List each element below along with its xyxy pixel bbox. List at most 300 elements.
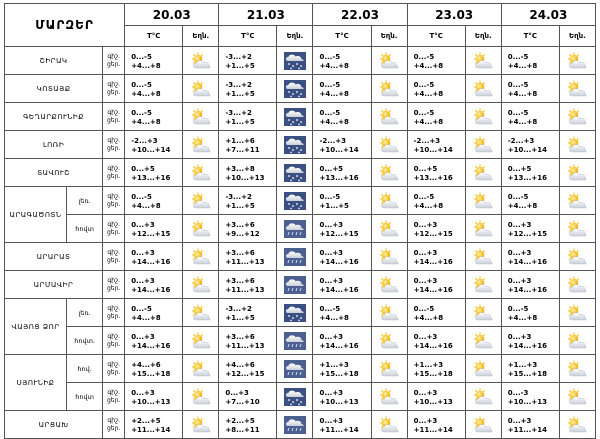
night-temperature: 0...-3 bbox=[507, 388, 529, 397]
night-label: գիշ. bbox=[107, 220, 120, 228]
night-temperature: 0...+5 bbox=[507, 164, 532, 173]
day-temperature: +1...+5 bbox=[225, 201, 255, 210]
night-temperature: 0...+3 bbox=[131, 276, 155, 285]
snow-cloud-icon bbox=[277, 159, 313, 187]
sun-cloud-icon bbox=[465, 383, 501, 411]
sun-cloud-icon bbox=[559, 215, 595, 243]
night-temperature: 0...-5 bbox=[507, 52, 529, 61]
snow-cloud-icon bbox=[277, 75, 313, 103]
temperature-cell bbox=[407, 299, 465, 327]
region-name: ԱՐԱՐԱՏ bbox=[5, 243, 103, 271]
sun-cloud-icon bbox=[183, 383, 219, 411]
night-temperature: +3...+6 bbox=[225, 220, 255, 229]
day-temperature: +14...+16 bbox=[131, 257, 171, 266]
day-temperature: +12...+15 bbox=[131, 229, 171, 238]
temperature-cell bbox=[407, 411, 465, 439]
night-label: գիշ. bbox=[107, 416, 120, 424]
sun-cloud-icon bbox=[183, 159, 219, 187]
day-temperature: +11...+14 bbox=[131, 425, 171, 434]
night-temperature: 0...+3 bbox=[507, 332, 532, 341]
day-temperature: +4...+8 bbox=[413, 313, 444, 322]
temperature-cell bbox=[125, 327, 183, 355]
sun-cloud-icon bbox=[465, 243, 501, 271]
night-temperature: 0...-5 bbox=[319, 304, 341, 313]
temperature-cell bbox=[313, 47, 371, 75]
time-of-day-labels bbox=[103, 75, 125, 103]
snow-cloud-icon bbox=[277, 187, 313, 215]
sun-cloud-icon bbox=[183, 411, 219, 439]
temperature-cell bbox=[219, 75, 277, 103]
temperature-cell bbox=[313, 215, 371, 243]
day-temperature: +11...+14 bbox=[319, 425, 359, 434]
forecast-row bbox=[5, 187, 596, 215]
temperature-cell bbox=[313, 411, 371, 439]
temperature-cell bbox=[219, 411, 277, 439]
sun-cloud-icon bbox=[371, 355, 407, 383]
day-temperature: +15...+18 bbox=[507, 369, 547, 378]
day-temperature: +4...+8 bbox=[131, 89, 161, 98]
night-temperature: +3...+6 bbox=[225, 248, 255, 257]
snow-cloud-icon bbox=[277, 299, 313, 327]
sun-cloud-icon bbox=[183, 131, 219, 159]
snow-cloud-icon bbox=[277, 131, 313, 159]
sun-cloud-icon bbox=[183, 271, 219, 299]
sun-cloud-icon bbox=[371, 131, 407, 159]
subregion-label: լեռ. bbox=[67, 299, 103, 327]
time-of-day-labels bbox=[103, 47, 125, 75]
day-temperature: +4...+8 bbox=[319, 61, 349, 70]
temp-col-header: T°C bbox=[125, 26, 183, 47]
day-temperature: +7...+10 bbox=[225, 397, 260, 406]
night-temperature: 0...+3 bbox=[131, 248, 155, 257]
region-name: ԳԵՂԱՐՔՈՒՆԻՔ bbox=[5, 103, 103, 131]
sun-cloud-icon bbox=[183, 47, 219, 75]
temperature-cell bbox=[313, 103, 371, 131]
day-temperature: +11...+13 bbox=[225, 257, 265, 266]
forecast-row bbox=[5, 383, 596, 411]
subregion-label: հովտ bbox=[67, 383, 103, 411]
day-temperature: +1...+5 bbox=[225, 313, 255, 322]
day-temperature: +4...+8 bbox=[319, 117, 349, 126]
date-header: 20.03 bbox=[125, 4, 219, 26]
time-of-day-labels bbox=[103, 327, 125, 355]
temperature-cell bbox=[407, 355, 465, 383]
temperature-cell bbox=[313, 383, 371, 411]
night-label: գիշ. bbox=[107, 332, 120, 340]
temperature-cell bbox=[313, 75, 371, 103]
time-of-day-labels bbox=[103, 411, 125, 439]
day-temperature: +4...+8 bbox=[319, 89, 349, 98]
temp-col-header: T°C bbox=[501, 26, 559, 47]
night-label: գիշ. bbox=[107, 276, 120, 284]
day-temperature: +14...+16 bbox=[319, 285, 359, 294]
day-temperature: +1...+5 bbox=[225, 89, 255, 98]
night-temperature: 0...-5 bbox=[319, 52, 341, 61]
night-temperature: 0...+5 bbox=[413, 164, 438, 173]
night-temperature: -2...+3 bbox=[319, 136, 346, 145]
day-temperature: +4...+8 bbox=[507, 201, 538, 210]
day-temperature: +15...+18 bbox=[319, 369, 359, 378]
day-temperature: +14...+16 bbox=[507, 257, 547, 266]
sun-cloud-icon bbox=[371, 187, 407, 215]
night-temperature: 0...+3 bbox=[131, 388, 155, 397]
region-name: ՍՅՈՒՆԻՔ bbox=[5, 355, 67, 411]
day-temperature: +14...+16 bbox=[131, 285, 171, 294]
temperature-cell bbox=[407, 271, 465, 299]
night-temperature: +1...+3 bbox=[507, 360, 538, 369]
day-temperature: +10...+14 bbox=[413, 145, 453, 154]
temperature-cell bbox=[313, 131, 371, 159]
night-temperature: +1...+3 bbox=[319, 360, 349, 369]
temperature-cell bbox=[501, 243, 559, 271]
temperature-cell bbox=[125, 131, 183, 159]
sun-cloud-icon bbox=[371, 271, 407, 299]
day-label: ցեր. bbox=[107, 88, 121, 96]
night-temperature: 0...-5 bbox=[507, 80, 529, 89]
temperature-cell bbox=[125, 103, 183, 131]
weather-col-header: Եղն. bbox=[277, 26, 313, 47]
night-temperature: 0...+3 bbox=[413, 220, 438, 229]
night-temperature: -2...+3 bbox=[507, 136, 535, 145]
date-header: 22.03 bbox=[313, 4, 407, 26]
temperature-cell bbox=[313, 327, 371, 355]
sun-cloud-icon bbox=[371, 299, 407, 327]
day-temperature: +4...+8 bbox=[507, 89, 538, 98]
day-temperature: +14...+16 bbox=[319, 257, 359, 266]
weather-col-header: Եղն. bbox=[559, 26, 595, 47]
night-temperature: 0...-5 bbox=[131, 192, 152, 201]
time-of-day-labels bbox=[103, 103, 125, 131]
sun-cloud-icon bbox=[559, 47, 595, 75]
temperature-cell bbox=[125, 383, 183, 411]
forecast-row bbox=[5, 215, 596, 243]
time-of-day-labels bbox=[103, 355, 125, 383]
day-temperature: +13...+16 bbox=[413, 173, 453, 182]
day-temperature: +12...+15 bbox=[413, 229, 453, 238]
sun-cloud-icon bbox=[371, 103, 407, 131]
sun-cloud-icon bbox=[465, 159, 501, 187]
sun-cloud-icon bbox=[183, 187, 219, 215]
day-temperature: +12...+15 bbox=[319, 229, 359, 238]
temperature-cell bbox=[501, 355, 559, 383]
night-temperature: +1...+3 bbox=[413, 360, 444, 369]
night-label: գիշ. bbox=[107, 304, 120, 312]
subregion-label: հովտ bbox=[67, 215, 103, 243]
day-temperature: +4...+8 bbox=[507, 313, 538, 322]
night-temperature: 0...+3 bbox=[131, 220, 155, 229]
day-temperature: +14...+16 bbox=[319, 341, 359, 350]
day-temperature: +10...+13 bbox=[319, 397, 359, 406]
day-label: ցեր. bbox=[107, 200, 121, 208]
night-temperature: 0...+3 bbox=[319, 388, 344, 397]
night-temperature: 0...+3 bbox=[319, 248, 344, 257]
temperature-cell bbox=[407, 215, 465, 243]
night-temperature: 0...-5 bbox=[131, 80, 152, 89]
day-temperature: +10...+14 bbox=[319, 145, 359, 154]
temperature-cell bbox=[125, 243, 183, 271]
region-name: ՎԱՅՈՑ ՁՈՐ bbox=[5, 299, 67, 355]
time-of-day-labels bbox=[103, 131, 125, 159]
sun-cloud-icon bbox=[559, 327, 595, 355]
temperature-cell bbox=[313, 299, 371, 327]
day-temperature: +11...+14 bbox=[507, 425, 547, 434]
temperature-cell bbox=[219, 103, 277, 131]
rain-cloud-icon bbox=[277, 215, 313, 243]
day-temperature: +12...+15 bbox=[225, 369, 265, 378]
temperature-cell bbox=[501, 215, 559, 243]
temperature-cell bbox=[407, 47, 465, 75]
night-label: գիշ. bbox=[107, 388, 120, 396]
forecast-row bbox=[5, 327, 596, 355]
temperature-cell bbox=[219, 47, 277, 75]
sun-cloud-icon bbox=[371, 47, 407, 75]
sun-cloud-icon bbox=[559, 103, 595, 131]
temperature-cell bbox=[407, 75, 465, 103]
weather-col-header: Եղն. bbox=[371, 26, 407, 47]
night-temperature: +2...+5 bbox=[225, 416, 255, 425]
sun-cloud-icon bbox=[559, 243, 595, 271]
temperature-cell bbox=[407, 131, 465, 159]
temperature-cell bbox=[407, 159, 465, 187]
night-temperature: 0...-5 bbox=[131, 108, 152, 117]
sun-cloud-icon bbox=[559, 411, 595, 439]
temperature-cell bbox=[219, 327, 277, 355]
day-temperature: +13...+16 bbox=[507, 173, 547, 182]
rain-cloud-icon bbox=[277, 243, 313, 271]
sun-cloud-icon bbox=[465, 327, 501, 355]
day-label: ցեր. bbox=[107, 284, 121, 292]
sun-cloud-icon bbox=[183, 215, 219, 243]
day-label: ցեր. bbox=[107, 368, 121, 376]
night-temperature: 0...-5 bbox=[319, 192, 341, 201]
night-temperature: 0...+3 bbox=[507, 248, 532, 257]
night-temperature: +3...+6 bbox=[225, 276, 255, 285]
night-label: գիշ. bbox=[107, 108, 120, 116]
sun-cloud-icon bbox=[183, 103, 219, 131]
night-temperature: 0...+3 bbox=[319, 332, 344, 341]
night-temperature: -3...+2 bbox=[225, 108, 252, 117]
temperature-cell bbox=[219, 215, 277, 243]
time-of-day-labels bbox=[103, 159, 125, 187]
night-label: գիշ. bbox=[107, 360, 120, 368]
forecast-row bbox=[5, 243, 596, 271]
day-label: ցեր. bbox=[107, 340, 121, 348]
temperature-cell bbox=[313, 243, 371, 271]
temperature-cell bbox=[501, 383, 559, 411]
night-temperature: 0...+3 bbox=[413, 388, 438, 397]
subregion-label: լեռ. bbox=[67, 187, 103, 215]
sun-cloud-icon bbox=[371, 411, 407, 439]
sun-cloud-icon bbox=[371, 215, 407, 243]
temperature-cell bbox=[125, 215, 183, 243]
day-temperature: +12...+15 bbox=[507, 229, 547, 238]
sun-cloud-icon bbox=[559, 271, 595, 299]
night-temperature: 0...+3 bbox=[507, 416, 532, 425]
night-temperature: +3...+6 bbox=[225, 332, 255, 341]
temperature-cell bbox=[501, 271, 559, 299]
temperature-cell bbox=[313, 159, 371, 187]
temperature-cell bbox=[219, 271, 277, 299]
night-temperature: 0...+3 bbox=[507, 276, 532, 285]
day-temperature: +1...+5 bbox=[319, 201, 349, 210]
temperature-cell bbox=[501, 103, 559, 131]
night-temperature: 0...-5 bbox=[413, 108, 435, 117]
day-temperature: +4...+8 bbox=[131, 201, 161, 210]
day-label: ցեր. bbox=[107, 60, 121, 68]
sun-cloud-icon bbox=[465, 215, 501, 243]
night-label: գիշ. bbox=[107, 80, 120, 88]
forecast-row bbox=[5, 271, 596, 299]
region-name: ՇԻՐԱԿ bbox=[5, 47, 103, 75]
night-temperature: 0...+3 bbox=[413, 248, 438, 257]
night-temperature: 0...-5 bbox=[413, 304, 435, 313]
date-header: 24.03 bbox=[501, 4, 595, 26]
day-temperature: +4...+8 bbox=[413, 89, 444, 98]
night-temperature: -3...+2 bbox=[225, 304, 252, 313]
date-header: 23.03 bbox=[407, 4, 501, 26]
snow-cloud-icon bbox=[277, 103, 313, 131]
temperature-cell bbox=[407, 383, 465, 411]
sun-cloud-icon bbox=[559, 355, 595, 383]
sun-cloud-icon bbox=[183, 75, 219, 103]
region-name: ԱՐՄԱՎԻՐ bbox=[5, 271, 103, 299]
sun-cloud-icon bbox=[559, 187, 595, 215]
night-temperature: 0...+3 bbox=[413, 416, 438, 425]
sun-cloud-icon bbox=[371, 75, 407, 103]
temperature-cell bbox=[501, 187, 559, 215]
temperature-cell bbox=[219, 383, 277, 411]
day-label: ցեր. bbox=[107, 396, 121, 404]
sun-cloud-icon bbox=[371, 159, 407, 187]
regions-header: ՄԱՐԶԵՐ bbox=[5, 4, 125, 47]
day-label: ցեր. bbox=[107, 172, 121, 180]
temp-col-header: T°C bbox=[313, 26, 371, 47]
day-temperature: +9...+12 bbox=[225, 229, 260, 238]
sun-cloud-icon bbox=[371, 243, 407, 271]
temperature-cell bbox=[501, 159, 559, 187]
day-label: ցեր. bbox=[107, 144, 121, 152]
night-temperature: 0...-5 bbox=[131, 52, 152, 61]
sun-cloud-icon bbox=[371, 383, 407, 411]
night-label: գիշ. bbox=[107, 164, 120, 172]
day-temperature: +4...+8 bbox=[507, 61, 538, 70]
day-temperature: +10...+14 bbox=[507, 145, 547, 154]
night-temperature: 0...+5 bbox=[319, 164, 344, 173]
day-temperature: +4...+8 bbox=[319, 313, 349, 322]
temperature-cell bbox=[125, 75, 183, 103]
sun-cloud-icon bbox=[465, 103, 501, 131]
temperature-cell bbox=[125, 411, 183, 439]
temperature-cell bbox=[407, 243, 465, 271]
night-temperature: 0...+5 bbox=[131, 164, 155, 173]
day-temperature: +13...+16 bbox=[131, 173, 171, 182]
day-temperature: +10...+13 bbox=[413, 397, 453, 406]
weather-col-header: Եղն. bbox=[465, 26, 501, 47]
rain-cloud-icon bbox=[277, 327, 313, 355]
night-label: գիշ. bbox=[107, 248, 120, 256]
day-temperature: +14...+16 bbox=[413, 341, 453, 350]
sun-cloud-icon bbox=[465, 75, 501, 103]
forecast-row bbox=[5, 299, 596, 327]
temperature-cell bbox=[501, 299, 559, 327]
weather-col-header: Եղն. bbox=[183, 26, 219, 47]
region-name: ԱՐՑԱԽ bbox=[5, 411, 103, 439]
night-temperature: -3...+2 bbox=[225, 192, 252, 201]
sun-cloud-icon bbox=[465, 411, 501, 439]
night-temperature: 0...+3 bbox=[225, 388, 249, 397]
subregion-label: հով. bbox=[67, 355, 103, 383]
temperature-cell bbox=[219, 187, 277, 215]
rain-cloud-icon bbox=[277, 355, 313, 383]
night-temperature: 0...+3 bbox=[413, 332, 438, 341]
rain-cloud-icon bbox=[277, 411, 313, 439]
snow-cloud-icon bbox=[277, 47, 313, 75]
day-temperature: +11...+13 bbox=[225, 341, 265, 350]
day-temperature: +11...+13 bbox=[225, 285, 265, 294]
night-temperature: 0...-5 bbox=[507, 108, 529, 117]
day-temperature: +4...+8 bbox=[413, 61, 444, 70]
night-temperature: 0...+3 bbox=[131, 332, 155, 341]
forecast-row bbox=[5, 103, 596, 131]
day-label: ցեր. bbox=[107, 312, 121, 320]
sun-cloud-icon bbox=[371, 327, 407, 355]
night-temperature: 0...+3 bbox=[319, 276, 344, 285]
region-name: ՏԱՎՈՒՇ bbox=[5, 159, 103, 187]
night-temperature: 0...+3 bbox=[507, 220, 532, 229]
forecast-row bbox=[5, 131, 596, 159]
night-temperature: 0...-5 bbox=[507, 304, 529, 313]
temperature-cell bbox=[313, 187, 371, 215]
subregion-label: հովտ. bbox=[67, 327, 103, 355]
temperature-cell bbox=[125, 187, 183, 215]
sun-cloud-icon bbox=[465, 299, 501, 327]
night-temperature: 0...-5 bbox=[413, 52, 435, 61]
sun-cloud-icon bbox=[559, 299, 595, 327]
night-temperature: 0...-5 bbox=[131, 304, 152, 313]
sun-cloud-icon bbox=[183, 355, 219, 383]
day-temperature: +13...+16 bbox=[319, 173, 359, 182]
day-label: ցեր. bbox=[107, 116, 121, 124]
sun-cloud-icon bbox=[465, 355, 501, 383]
night-label: գիշ. bbox=[107, 136, 120, 144]
day-temperature: +10...+13 bbox=[225, 173, 265, 182]
temperature-cell bbox=[219, 159, 277, 187]
day-temperature: +14...+16 bbox=[413, 257, 453, 266]
time-of-day-labels bbox=[103, 215, 125, 243]
region-name: ԿՈՏԱՅՔ bbox=[5, 75, 103, 103]
temperature-cell bbox=[501, 131, 559, 159]
temperature-cell bbox=[219, 355, 277, 383]
night-temperature: 0...-5 bbox=[319, 108, 341, 117]
day-temperature: +1...+5 bbox=[225, 117, 255, 126]
night-temperature: +4...+6 bbox=[225, 360, 255, 369]
temperature-cell bbox=[407, 327, 465, 355]
day-temperature: +10...+14 bbox=[131, 145, 171, 154]
temperature-cell bbox=[219, 299, 277, 327]
temperature-cell bbox=[125, 299, 183, 327]
night-temperature: 0...+3 bbox=[413, 276, 438, 285]
day-temperature: +14...+16 bbox=[413, 285, 453, 294]
sun-cloud-icon bbox=[559, 131, 595, 159]
temperature-cell bbox=[313, 355, 371, 383]
night-temperature: 0...-5 bbox=[507, 192, 529, 201]
temperature-cell bbox=[501, 75, 559, 103]
forecast-row bbox=[5, 159, 596, 187]
day-temperature: +4...+8 bbox=[413, 201, 444, 210]
temp-col-header: T°C bbox=[219, 26, 277, 47]
temperature-cell bbox=[219, 243, 277, 271]
temperature-cell bbox=[407, 103, 465, 131]
